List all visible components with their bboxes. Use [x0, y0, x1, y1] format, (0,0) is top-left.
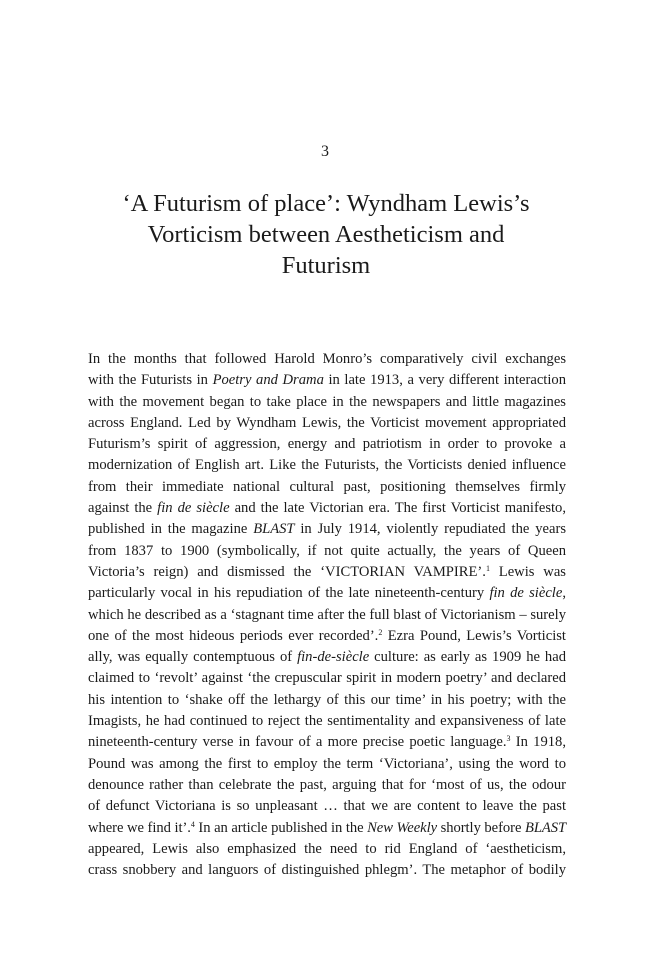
italic-text: fin-de-siècle: [297, 649, 370, 666]
italic-text: BLAST: [253, 521, 295, 538]
text-segment: from their immediate national cultural past, positioning themselves firmly: [88, 478, 566, 495]
text-segment: denounce rather than celebrate the past, arguing that for ‘most of us, the odour: [88, 776, 566, 793]
text-segment: In an article published in the: [194, 819, 368, 836]
text-line: [88, 477, 566, 498]
chapter-title: [100, 188, 552, 281]
text-line: [88, 839, 566, 860]
text-line: [88, 392, 566, 413]
italic-text: Poetry and Drama: [212, 372, 324, 389]
text-line: [88, 732, 566, 753]
text-segment: In the months that followed Harold Monro’s comparatively civil exchanges: [88, 351, 566, 367]
chapter-number: 3: [321, 143, 329, 160]
text-line: [88, 541, 566, 562]
text-segment: Pound was among the first to employ the term ‘Victoriana’, using the word to: [88, 755, 566, 772]
footnote-marker: 2: [378, 627, 383, 637]
footnote-marker: 4: [190, 819, 195, 829]
footnote-marker: 3: [506, 734, 511, 744]
text-segment: in July 1914, violently repudiated the years: [294, 521, 566, 538]
text-segment: Imagists, he had continued to reject the sentimentality and expansiveness of late: [88, 713, 566, 730]
text-segment: his intention to ‘shake off the lethargy of this our time’ in his poetry; with the: [88, 691, 566, 708]
text-segment: crass snobbery and languors of distinguished phlegm’. The metaphor of bodily: [88, 862, 566, 879]
text-segment: claimed to ‘revolt’ against ‘the crepuscular spirit in modern poetry’ and declared: [88, 670, 566, 687]
text-line: [88, 349, 566, 370]
text-segment: one of the most hideous periods ever recorded’.: [88, 627, 379, 644]
body-paragraph: [88, 349, 566, 881]
text-line: [88, 583, 566, 604]
text-segment: where we find it’.: [88, 819, 191, 836]
text-segment: Victoria’s reign) and dismissed the ‘VICTORIAN VAMPIRE’.: [88, 563, 486, 580]
text-segment: In 1918,: [510, 734, 566, 751]
text-segment: Ezra Pound, Lewis’s Vorticist: [382, 627, 566, 644]
text-segment: particularly vocal in his repudiation of the late nineteenth-century: [88, 585, 490, 602]
text-segment: appeared, Lewis also emphasized the need to rid England of ‘aestheticism,: [88, 840, 566, 857]
text-segment: which he described as a ‘stagnant time after the full blast of Victorianism – surely: [88, 606, 566, 623]
chapter-title-line: Vorticism between Aestheticism and: [147, 221, 505, 248]
text-line: [88, 498, 566, 519]
chapter-title-line: Futurism: [281, 252, 371, 279]
text-line: [88, 711, 566, 732]
text-line: [88, 668, 566, 689]
text-segment: across England. Led by Wyndham Lewis, the Vorticist movement appropriated: [88, 414, 566, 431]
text-segment: ,: [562, 585, 566, 602]
text-segment: modernization of English art. Like the Futurists, the Vorticists denied influence: [88, 457, 566, 474]
text-segment: culture: as early as 1909 he had: [369, 649, 567, 666]
text-line: [88, 754, 566, 775]
text-segment: of defunct Victoriana is so unpleasant … that we are content to leave the past: [88, 798, 566, 815]
text-segment: nineteenth-century verse in favour of a more precise poetic language.: [88, 734, 507, 751]
text-line: [88, 647, 566, 668]
text-segment: ally, was equally contemptuous of: [88, 649, 298, 666]
text-segment: Futurism’s spirit of aggression, energy and patriotism in order to provoke a: [88, 436, 566, 453]
italic-text: fin de siècle: [157, 500, 230, 517]
text-segment: against the: [88, 500, 158, 517]
text-segment: from 1837 to 1900 (symbolically, if not quite actually, the years of Queen: [88, 542, 566, 559]
italic-text: New Weekly: [367, 819, 438, 836]
text-line: [88, 818, 566, 839]
footnote-marker: 1: [485, 563, 490, 573]
text-line: [88, 690, 566, 711]
text-segment: in late 1913, a very different interaction: [323, 372, 566, 389]
chapter-title-line: ‘A Futurism of place’: Wyndham Lewis’s: [122, 190, 530, 217]
text-line: [88, 434, 566, 455]
text-segment: with the movement began to take place in the newspapers and little magazines: [88, 393, 566, 410]
text-line: [88, 519, 566, 540]
text-segment: Lewis was: [489, 563, 566, 580]
text-segment: shortly before: [437, 819, 525, 836]
text-line: [88, 605, 566, 626]
italic-text: BLAST: [525, 819, 567, 836]
text-segment: published in the magazine: [88, 521, 254, 538]
text-line: [88, 455, 566, 476]
text-line: [88, 562, 566, 583]
text-segment: with the Futurists in: [88, 372, 213, 389]
text-segment: and the late Victorian era. The first Vorticist manifesto,: [229, 500, 567, 517]
text-line: [88, 413, 566, 434]
text-line: [88, 860, 566, 881]
italic-text: fin de siècle: [489, 585, 563, 602]
text-line: [88, 626, 566, 647]
text-line: [88, 796, 566, 817]
text-line: [88, 370, 566, 391]
text-line: [88, 775, 566, 796]
